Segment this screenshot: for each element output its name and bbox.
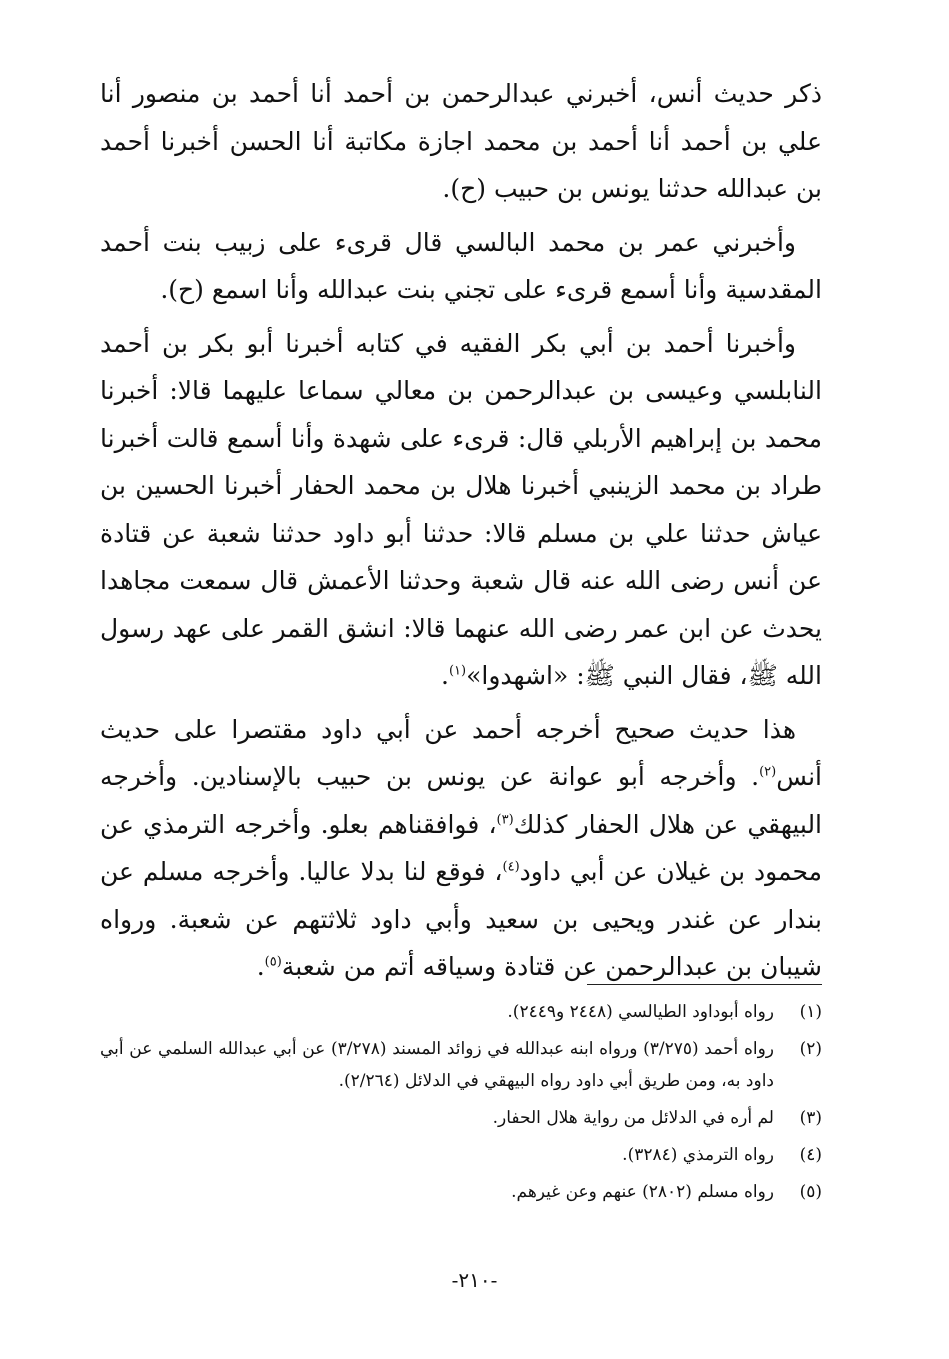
footnotes [100, 996, 822, 1213]
footnote-text: رواه أحمد (٣/٢٧٥) ورواه ابنه عبدالله في زوائد المسند (٣/٢٧٨) عن أبي عبدالله السلمي عن أبي داود به، ومن طريق أبي داود رواه البيهقي في الدلائل (٢/٢٦٤). [100, 1039, 774, 1091]
paragraph-takhrij: هذا حديث صحيح أخرجه أحمد عن أبي داود مقتصرا على حديث أنس$^{(٢)}$. وأخرجه أبو عوانة عن يونس بن حبيب بالإسنادين. وأخرجه البيهقي عن هلال الحفار كذلك$^{(٣)}$، فوافقناهم بعلو. وأخرجه الترمذي عن محمود بن غيلان عن أبي داود$^{(٤)}$، فوقع لنا بدلا عاليا. وأخرجه مسلم عن بندار عن غندر ويحيى بن سعيد وأبي داود ثلاثتهم عن شعبة. ورواه شيبان بن عبدالرحمن عن قتادة وسياقه أتم من شعبة$^{(٥)}$. [100, 714, 823, 981]
footnote-2 [100, 1033, 822, 1097]
footnote-mark: (٥) [264, 954, 282, 970]
footnote-separator [587, 984, 822, 985]
footnote-5 [100, 1176, 822, 1208]
footnote-text: لم أره في الدلائل من رواية هلال الحفار. [492, 1108, 774, 1128]
footnote-text: رواه أبوداود الطيالسي (٢٤٤٨ و٢٤٤٩). [507, 1002, 774, 1022]
footnote-mark: (٢) [759, 764, 777, 780]
footnote-number: (٥) [799, 1182, 822, 1202]
paragraph-isnad-3: وأخبرنا أحمد بن أبي بكر الفقيه في كتابه أخبرنا أبو بكر بن أحمد النابلسي وعيسى بن عبدالرحمن بن معالي سماعا عليهما قالا: أخبرنا محمد بن إبراهيم الأربلي قال: قرىء على شهدة وأنا أسمع قالت أخبرنا طراد بن محمد الزينبي أخبرنا هلال بن محمد الحفار أخبرنا الحسين بن عياش حدثنا علي بن مسلم قالا: حدثنا أبو داود حدثنا شعبة عن قتادة عن أنس رضى الله عنه قال شعبة وحدثنا الأعمش قال سمعت مجاهدا يحدث عن ابن عمر رضى الله عنهما قالا: انشق القمر على عهد رسول الله ﷺ، فقال النبي ﷺ: «اشهدوا»$^{(١)}$. [100, 328, 822, 690]
paragraph-isnad-2: وأخبرني عمر بن محمد البالسي قال قرىء على زبيب بنت أحمد المقدسية وأنا أسمع قرىء على تجني بنت عبدالله وأنا اسمع (ح). [100, 227, 822, 304]
footnote-4 [100, 1139, 822, 1171]
footnote-1 [100, 996, 822, 1028]
main-text [100, 70, 822, 997]
footnote-number: (٣) [799, 1108, 822, 1128]
footnote-text: رواه الترمذي (٣٢٨٤). [622, 1145, 774, 1165]
footnote-number: (١) [799, 1002, 822, 1022]
footnote-mark: (١) [448, 663, 467, 679]
footnote-number: (٢) [799, 1039, 822, 1059]
page-number: -٢١٠- [451, 1268, 498, 1292]
paragraph-isnad-1: ذكر حديث أنس، أخبرني عبدالرحمن بن أحمد أنا أحمد بن منصور أنا علي بن أحمد أنا أحمد بن محمد اجازة مكاتبة أنا الحسن أخبرنا أحمد بن عبدالله حدثنا يونس بن حبيب (ح). [100, 79, 822, 203]
closing-period: . [441, 661, 449, 690]
footnote-3 [100, 1102, 822, 1134]
footnote-mark: (٤) [502, 859, 520, 875]
footnote-text: رواه مسلم (٢٨٠٢) عنهم وعن غيرهم. [511, 1182, 774, 1202]
footnote-mark: (٣) [496, 812, 514, 828]
footnote-number: (٤) [799, 1145, 822, 1165]
